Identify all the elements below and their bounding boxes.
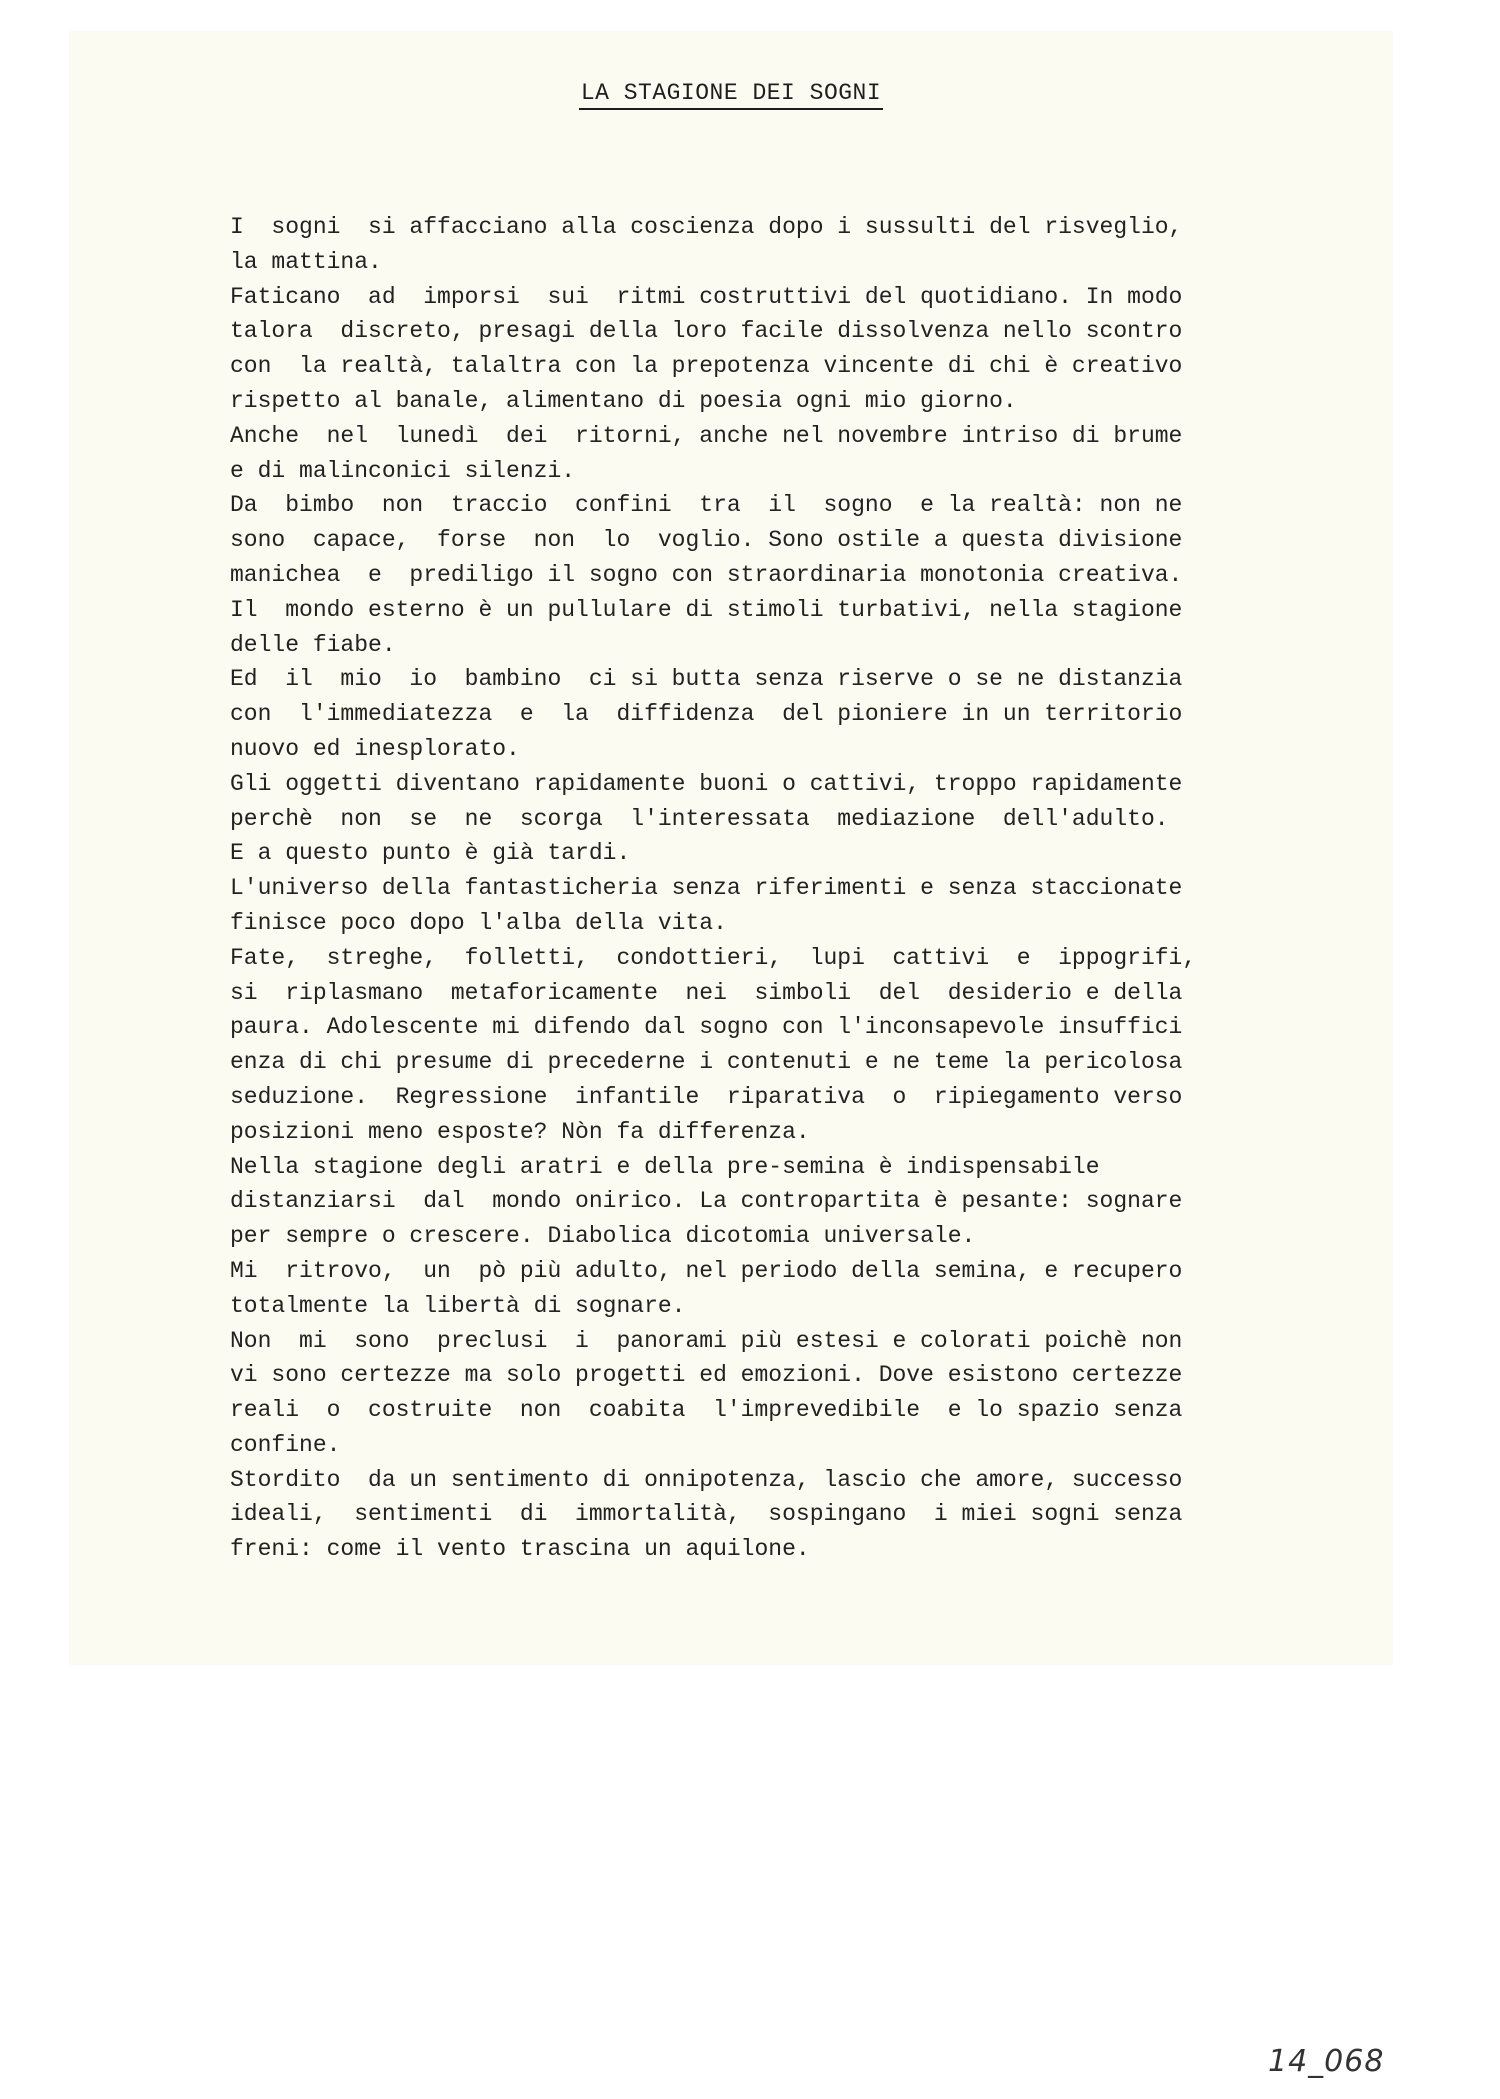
text-line: con la realtà, talaltra con la prepotenza vincente di chi è creativo — [230, 353, 1183, 380]
text-line: Da bimbo non traccio confini tra il sogno e la realtà: non ne — [230, 492, 1183, 519]
handwritten-archive-number: 14_068 — [1268, 2044, 1385, 2079]
text-line: con l'immediatezza e la diffidenza del pioniere in un territorio — [230, 701, 1183, 728]
text-line: paura. Adolescente mi difendo dal sogno con l'inconsapevole insuffici — [230, 1014, 1183, 1041]
text-line: reali o costruite non coabita l'imprevedibile e lo spazio senza — [230, 1397, 1183, 1424]
text-line: confine. — [230, 1431, 341, 1458]
text-line: Anche nel lunedì dei ritorni, anche nel novembre intriso di brume — [230, 422, 1183, 449]
text-line: Il mondo esterno è un pullulare di stimoli turbativi, nella stagione — [230, 596, 1183, 623]
text-line: I sogni si affacciano alla coscienza dopo i sussulti del risveglio, — [230, 214, 1183, 240]
text-line: vi sono certezze ma solo progetti ed emozioni. Dove esistono certezze — [230, 1362, 1183, 1389]
text-line: la mattina. — [230, 248, 382, 275]
text-line: posizioni meno esposte? Nòn fa differenza. — [230, 1118, 810, 1145]
text-line: seduzione. Regressione infantile riparativa o ripiegamento verso — [230, 1083, 1183, 1110]
paper-sheet — [70, 32, 1392, 1664]
text-line: L'universo della fantasticheria senza riferimenti e senza staccionate — [230, 875, 1183, 902]
text-line: delle fiabe. — [230, 631, 396, 658]
text-line: manichea e prediligo il sogno con straordinaria monotonia creativa. — [230, 561, 1183, 588]
text-line: talora discreto, presagi della loro facile dissolvenza nello scontro — [230, 318, 1183, 345]
text-line: e di malinconici silenzi. — [230, 457, 576, 484]
text-line: rispetto al banale, alimentano di poesia ogni mio giorno. — [230, 387, 1017, 414]
text-line: Nella stagione degli aratri e della pre-semina è indispensabile — [230, 1153, 1100, 1180]
text-line: Gli oggetti diventano rapidamente buoni o cattivi, troppo rapidamente — [230, 770, 1183, 797]
text-line: freni: come il vento trascina un aquilone. — [230, 1536, 810, 1563]
text-line: finisce poco dopo l'alba della vita. — [230, 909, 727, 936]
text-line: E a questo punto è già tardi. — [230, 840, 631, 867]
text-line: Faticano ad imporsi sui ritmi costruttivi del quotidiano. In modo — [230, 283, 1183, 310]
text-line: sono capace, forse non lo voglio. Sono ostile a questa divisione — [230, 527, 1183, 554]
text-line: Mi ritrovo, un pò più adulto, nel periodo della semina, e recupero — [230, 1257, 1183, 1284]
text-line: perchè non se ne scorga l'interessata mediazione dell'adulto. — [230, 805, 1169, 832]
text-line: si riplasmano metaforicamente nei simboli del desiderio e della — [230, 979, 1183, 1006]
text-line: Ed il mio io bambino ci si butta senza riserve o se ne distanzia — [230, 666, 1183, 693]
document-body — [230, 210, 1330, 1567]
document-title-text: LA STAGIONE DEI SOGNI — [579, 80, 883, 110]
text-line: nuovo ed inesplorato. — [230, 735, 520, 762]
text-line: enza di chi presume di precederne i contenuti e ne teme la pericolosa — [230, 1049, 1183, 1076]
text-line: Fate, streghe, folletti, condottieri, lupi cattivi e ippogrifi, — [230, 944, 1197, 971]
text-line: Stordito da un sentimento di onnipotenza, lascio che amore, successo — [230, 1466, 1183, 1493]
text-line: distanziarsi dal mondo onirico. La contropartita è pesante: sognare — [230, 1188, 1183, 1215]
text-line: totalmente la libertà di sognare. — [230, 1292, 686, 1319]
document-title — [70, 80, 1392, 106]
text-line: ideali, sentimenti di immortalità, sospingano i miei sogni senza — [230, 1501, 1183, 1528]
text-line: per sempre o crescere. Diabolica dicotomia universale. — [230, 1223, 976, 1250]
text-line: Non mi sono preclusi i panorami più estesi e colorati poichè non — [230, 1327, 1183, 1354]
